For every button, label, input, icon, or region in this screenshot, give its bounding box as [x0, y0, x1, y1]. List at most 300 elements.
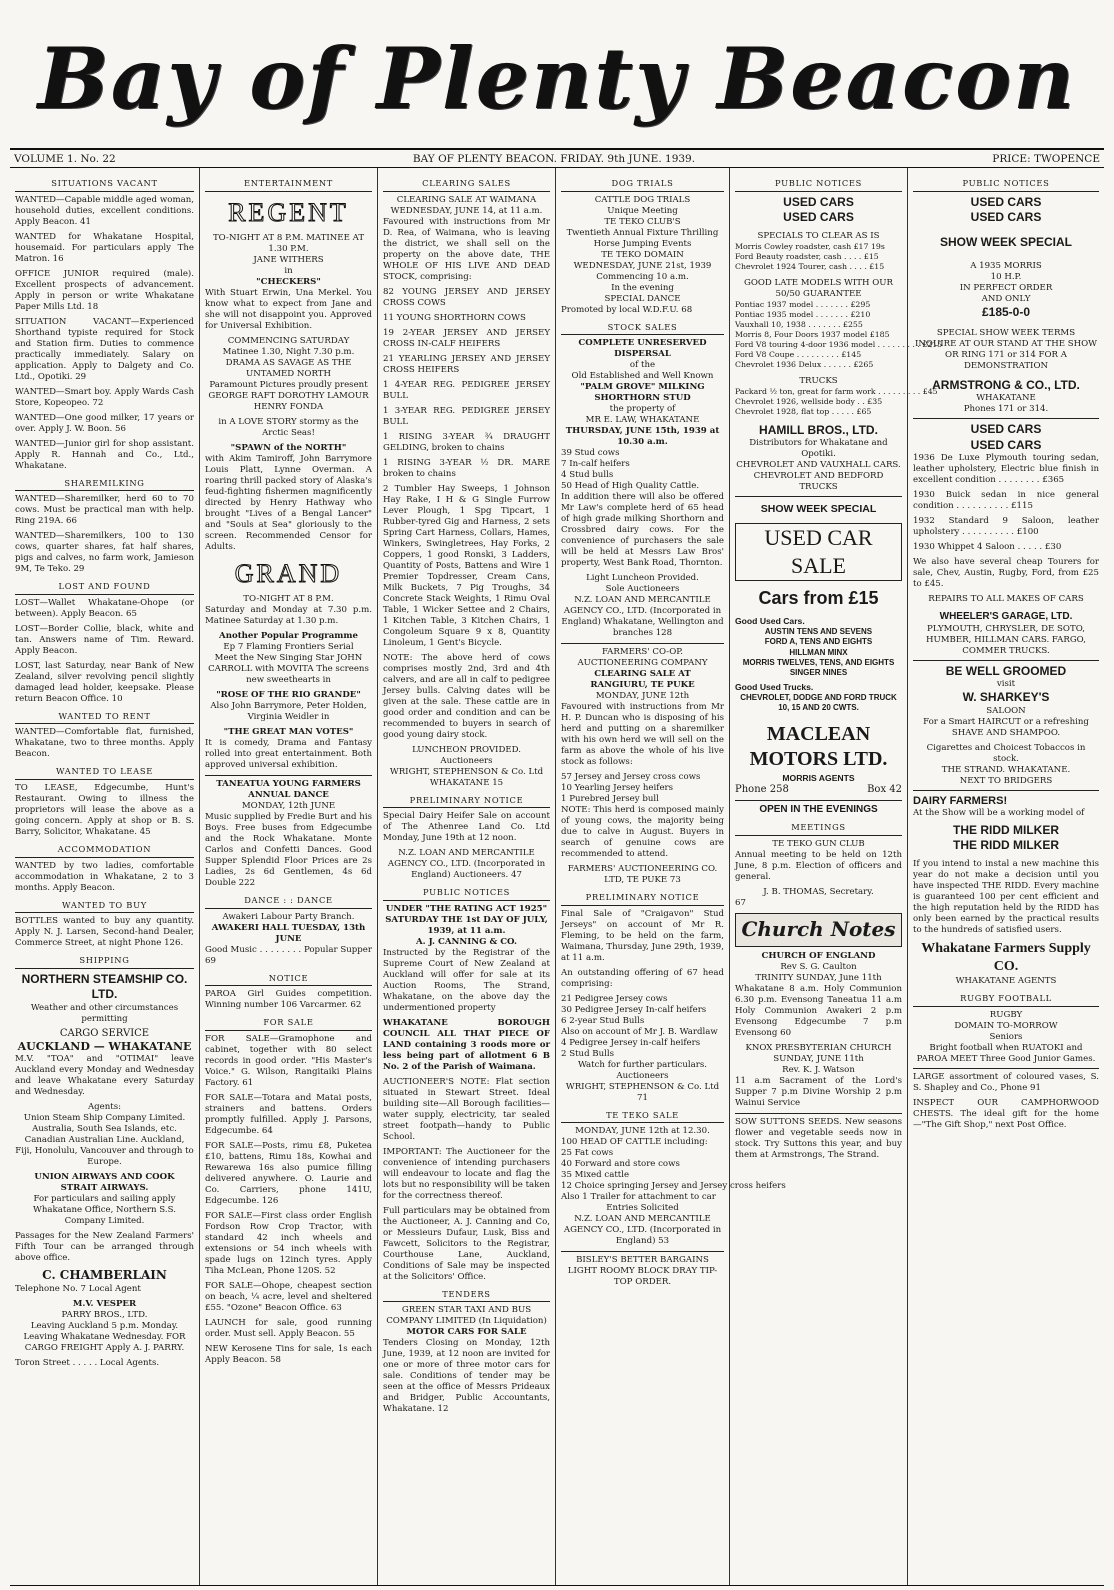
stock-item: 82 YOUNG JERSEY AND JERSEY CROSS COWS: [383, 286, 550, 308]
gun-club-text: Annual meeting to be held on 12th June, 8 p.m. Election of officers and general.: [735, 850, 902, 883]
grand-text-2: It is comedy, Drama and Fantasy rolled into great entertainment. Both approved universal exhibition.: [205, 738, 372, 771]
maclean-motors: MACLEAN MOTORS LTD.: [749, 722, 888, 771]
farm-text: Favoured with instructions from Mr H. P. Duncan who is disposing of his herd and putting on a sharemilker with his own herd we will sell on the farm as above the whole of his live stock as follows:: [561, 702, 724, 768]
heading-situations-vacant: SITUATIONS VACANT: [15, 176, 194, 192]
stock-item: 11 YOUNG SHORTHORN COWS: [383, 312, 526, 323]
farmers-supply: Whakatane Farmers Supply CO.: [921, 941, 1091, 975]
next-to-bridgers: NEXT TO BRIDGERS: [959, 775, 1053, 786]
column-6: [908, 168, 1104, 1585]
stock-list: [383, 287, 550, 480]
farm-item: 1 Purebred Jersey bull: [561, 794, 659, 805]
prelim-item: 4 Pedigree Jersey in-calf heifers: [561, 1037, 701, 1048]
regent-logo: REGENT: [228, 197, 349, 227]
good-used-cars: Good Used Cars.: [735, 616, 805, 627]
teteko-date: MONDAY, JUNE 12th at 12.30.: [575, 1126, 710, 1137]
car-price: Chevrolet 1924 Tourer, cash . . . . £15: [735, 262, 885, 272]
classified-ad: LOST—Wallet Whakatane-Ohope (or between). Apply Beacon. 65: [15, 597, 194, 619]
prelim-item: 21 Pedigree Jersey cows: [561, 993, 668, 1004]
grand-logo: GRAND: [234, 558, 343, 588]
suttons-seeds: SOW SUTTONS SEEDS. New seasons flower and vegetable seeds now in stock. Try Suttons this year, and buy them at Armstrongs, The Strand.: [735, 1116, 902, 1160]
evening: In the evening: [611, 282, 674, 293]
truck-price: Packard ½ ton, great for farm work . . . . . . . . . £45: [735, 387, 938, 397]
prelim-item: Also on account of Mr J. B. Wardlaw: [561, 1026, 718, 1037]
classified-ad: WANTED—Sharemilkers, 100 to 130 cows, quarter shares, fat half shares, pigs and calves, no farm work, Jamieson 9M, Te Teko. 29: [15, 531, 194, 575]
dance-text: Awakeri Labour Party Branch.: [222, 911, 355, 922]
hamill-bros: HAMILL BROS., LTD.: [759, 422, 878, 437]
divider: [561, 1251, 724, 1252]
divider: [735, 1113, 902, 1114]
farm-item: 10 Yearling Jersey heifers: [561, 783, 674, 794]
regent-paramount: Paramount Pictures proudly present GEORGE RAFT DOROTHY LAMOUR HENRY FONDA: [208, 379, 369, 412]
farmers-coop: FARMERS' CO-OP. AUCTIONEERING COMPANY: [577, 647, 708, 669]
heading-sharemilking: SHAREMILKING: [15, 476, 194, 492]
teteko-item: 25 Fat cows: [561, 1148, 614, 1159]
show-week-special: SHOW WEEK SPECIAL: [939, 235, 1072, 250]
domain-tomorrow: DOMAIN TO-MORROW: [954, 1020, 1058, 1031]
cigarettes: Cigarettes and Choicest Tobaccos in stock.: [926, 742, 1086, 764]
column-5: [730, 168, 943, 1585]
sale-ad: FOR SALE—First class order English Fordson Row Crop Tractor, with standard 42 inch wheels and extensions or 54 inch wheels with spade lugs on 12inch tyres. Apply Tiha McLean, Phone 120S. 52: [205, 1210, 372, 1276]
divider: [735, 496, 902, 497]
prelim-text: Final Sale of "Craigavon" Stud Jerseys" on account of Mr R. Fleming, to be held on the farm, Waimana, Thursday, June 29th, 1939, at 11 a.m.: [561, 908, 724, 963]
services: Whakatane 8 a.m. Holy Communion 6.30 p.m. Evensong Taneatua 11 a.m Holy Communion Awakeri 2 p.m Evensong Edgecumbe 7 p.m Evensong 60: [735, 983, 902, 1038]
hamill-text: Distributors for Whakatane and Opotiki.: [749, 438, 888, 460]
car-price: Ford V8 touring 4-door 1936 model . . . . . . . . . £215: [735, 340, 943, 350]
chevrolet-cars: CHEVROLET AND VAUXHALL CARS.: [736, 460, 901, 471]
column-1: [10, 168, 200, 1585]
heading-shipping: SHIPPING: [15, 953, 194, 969]
late-models: GOOD LATE MODELS WITH OUR 50/50 GUARANTEE: [743, 278, 894, 300]
regent-storm: in A LOVE STORY stormy as the Arctic Seas!: [218, 416, 359, 438]
vesper-text: Leaving Auckland 5 p.m. Monday. Leaving Whakatane Wednesday. FOR CARGO FREIGHT Apply A. J. PARRY.: [23, 1320, 186, 1353]
waimana-text: Favoured with instructions from Mr D. Rea, of Waimana, who is leaving the district, we shall sell on the property on the above date, THE WHOLE OF HIS LIVE AND DEAD STOCK, comprising:: [383, 216, 550, 282]
farm-auctioneers: FARMERS' AUCTIONEERING CO. LTD, TE PUKE 73: [567, 864, 718, 886]
nz-loan-2: N.Z. LOAN AND MERCANTILE AGENCY CO., LTD. (Incorporated in England) 53: [563, 1214, 722, 1247]
steamship-company: NORTHERN STEAMSHIP CO. LTD.: [21, 971, 188, 1002]
dateline-bar: [10, 148, 1104, 168]
classified-ad: LOST—Border Collie, black, white and tan. Answers name of Tim. Reward. Apply Beacon.: [15, 623, 194, 656]
be-well-groomed: BE WELL GROOMED: [945, 663, 1067, 678]
the-strand: THE STRAND. WHAKATANE.: [941, 764, 1071, 775]
divider: [913, 660, 1099, 661]
borough: WHAKATANE BOROUGH COUNCIL ALL THAT PIECE OF LAND containing 3 roods more or less being part of allotment 6 B No. 2 of the Parish of Waimana.: [383, 1017, 550, 1072]
watson: Rev. K. J. Watson: [782, 1064, 855, 1075]
teteko-item: Also 1 Trailer for attachment to car: [561, 1192, 716, 1203]
classified-ad: LOST, last Saturday, near Bank of New Zealand, silver revolving pencil slightly damaged lead holder, keepsake. Please return Beacon Office. 10: [15, 660, 194, 704]
plymouth: 1936 De Luxe Plymouth touring sedan, leather upholstery, Electric blue finish in excellent condition . . . . . . . . £365: [913, 453, 1099, 486]
clearing-sale-at: CLEARING SALE AT: [594, 669, 691, 680]
show-week-special: SHOW WEEK SPECIAL: [760, 503, 877, 516]
box: Box 42: [867, 783, 902, 795]
dairy-farmers: DAIRY FARMERS!: [913, 794, 1008, 807]
wheeler-text: PLYMOUTH, CHRYSLER, DE SOTO, HUMBER, HILLMAN CARS. FARGO, COMMER TRUCKS.: [926, 623, 1086, 656]
divider: [913, 418, 1099, 419]
tender-text: Tenders Closing on Monday, 12th June, 1939, at 12 noon are invited for one or more of three motor cars for sale. Conditions of tender may be seen at the office of Messrs Prideaux and Bridger, Public Accountants, Whakatane. 12: [383, 1338, 550, 1415]
bright-football: Bright football when RUATOKI and PAROA MEET Three Good Junior Games.: [916, 1042, 1096, 1064]
domain: TE TEKO DOMAIN: [601, 249, 684, 260]
airways-text: For particulars and sailing apply Whakatane Office, Northern S.S. Company Limited.: [33, 1194, 176, 1227]
ridd-text: If you intend to instal a new machine this year do not make a decision until you have inspected THE RIDD. Every machine is guaranteed 100 per cent efficient and the high reputation held by the RIDD has only been earned by the practical results to the hundreds of satisfied users.: [913, 859, 1099, 936]
rugby: RUGBY: [989, 1009, 1023, 1020]
shipping-note: Weather and other circumstances permitting: [30, 1002, 179, 1024]
divider: [205, 775, 372, 776]
knox-church: KNOX PRESBYTERIAN CHURCH: [745, 1042, 892, 1053]
luncheon: LUNCHEON PROVIDED.: [412, 744, 521, 755]
preliminary-text: Special Dairy Heifer Sale on account of The Athenree Land Co. Ltd Monday, June 19th at 12 noon.: [383, 811, 550, 844]
open-evenings: OPEN IN THE EVENINGS: [759, 803, 878, 815]
classified-ad: WANTED—Smart boy. Apply Wards Cash Store, Kopeopeo. 72: [15, 386, 194, 408]
agent-phone: Telephone No. 7 Local Agent: [15, 1283, 141, 1294]
classified-ad: WANTED—Sharemilker, herd 60 to 70 cows. Must be practical man with help. Ring 219A. 66: [15, 494, 194, 527]
bisley-text: LIGHT ROOMY BLOCK DRAY TIP-TOP ORDER.: [567, 1266, 718, 1288]
note: NOTE: The above herd of cows comprises mostly 2nd, 3rd and 4th calvers, and are all in calf to pedigree Jersey bulls. Calving dates will be given at the sale. These cattle are in good order and condition and can be recommended to buyers in search of good young dairy stock.: [383, 652, 550, 740]
nz-loan: N.Z. LOAN AND MERCANTILE AGENCY CO., LTD. (Incorporated in England) Whakatane, Wellington and branches 128: [561, 595, 724, 639]
heading-entertainment: ENTERTAINMENT: [205, 176, 372, 192]
grand-programme: Another Popular Programme: [219, 631, 358, 642]
vesper-company: PARRY BROS., LTD.: [61, 1309, 148, 1320]
standard: 1932 Standard 9 Saloon, leather upholstery . . . . . . . . . . £100: [913, 516, 1099, 538]
herd-item: 39 Stud cows: [561, 448, 620, 459]
mr-law: MR E. LAW, WHAKATANE: [585, 415, 700, 426]
morris-1935: A 1935 MORRIS: [970, 260, 1042, 271]
trucks-heading: TRUCKS: [799, 376, 838, 387]
classified-ad: SITUATION VACANT—Experienced Shorthand typiste required for Stock and Station firm. Duties to commence practically immediately. Salary on application. Apply to Dalgety and Co. Ltd., Opotiki. 29: [15, 316, 194, 382]
heading-public-notices: PUBLIC NOTICES: [735, 176, 902, 192]
late-models-list: [735, 300, 943, 370]
regent-drama: DRAMA AS SAVAGE AS THE UNTAMED NORTH: [225, 357, 352, 379]
implements: 2 Tumbler Hay Sweeps, 1 Johnson Hay Rake, I H & G Single Furrow Lever Plough, 1 Spg Tipcart, 1 Rubber-tyred Gig and Harness, 2 sets Spring Cart Harness, Collars, Hames, Winkers, Swingletrees, Hay Forks, 2 Coppers, 1 good Ronski, 3 Ladders, Quantity of Posts, Battens and Wire 1 Premier Topdresser, Cream Cans, Milk Buckets, 7 Pig Troughs, 34 Concrete Stack Weights, 1 Rimu Oval Table, 1 Wicker Settee and 2 Chairs, 1 Kitchen Table, 3 Kitchen Chairs, 1 Congoleum Square 9 x 8, Quantity Linoleum, 1 Gent's Bicycle.: [383, 483, 550, 648]
te-teko-club: TE TEKO CLUB'S: [604, 216, 681, 227]
stock-item: 1 RISING 3-YEAR ¾ DRAUGHT GELDING, broken to chains: [383, 431, 550, 453]
herd-item: 50 Head of High Quality Cattle.: [561, 481, 700, 492]
regent-in: in: [284, 265, 293, 276]
green-star: GREEN STAR TAXI AND BUS COMPANY LIMITED (In Liquidation): [386, 1305, 547, 1327]
classified-ad: WANTED for Whakatane Hospital, housemaid. For particulars apply The Matron. 16: [15, 231, 194, 264]
car-price: Pontiac 1937 model . . . . . . . £295: [735, 300, 871, 310]
property-of: the property of: [609, 404, 676, 415]
dairy-text: At the Show will be a working model of: [913, 807, 1085, 818]
canning: A. J. CANNING & CO.: [415, 936, 518, 947]
repairs: REPAIRS TO ALL MAKES OF CARS: [928, 594, 1084, 605]
wednesday: WEDNESDAY, JUNE 21st, 1939: [573, 260, 712, 271]
sharkey-text: For a Smart HAIRCUT or a refreshing SHAVE AND SHAMPOO.: [923, 716, 1089, 738]
teteko-item: 40 Forward and store cows: [561, 1159, 680, 1170]
thomas: J. B. THOMAS, Secretary.: [763, 887, 874, 898]
heading-for-sale: FOR SALE: [205, 1015, 372, 1031]
car-make: SINGER NINES: [789, 668, 848, 677]
full-particulars: Full particulars may be obtained from the Auctioneer, A. J. Canning and Co, or Messieurs Dufaur, Lusk, Biss and Fawcett, Solicitors to the Registrar, Courthouse Lane, Auckland, Conditions of Sale may be inspected at the Solicitors' Office.: [383, 1205, 550, 1282]
column-3: [378, 168, 556, 1585]
wright: WRIGHT, STEPHENSON & Co. Ltd 71: [565, 1081, 720, 1103]
agent-name: C. CHAMBERLAIN: [42, 1268, 167, 1283]
farm-note: NOTE: This herd is composed mainly of young cows, the majority being due to calve in August. Buyers in search of genuine cows are recommended to attend.: [561, 805, 724, 860]
sunday: SUNDAY, JUNE 11th: [773, 1053, 864, 1064]
nz-loan: N.Z. LOAN AND MERCANTILE AGENCY CO., LTD. (Incorporated in England) Auctioneers. 47: [387, 848, 546, 881]
classified-ad: OFFICE JUNIOR required (male). Excellent prospects of advancement. Apply in person or write Whakatane Paper Mills Ltd. 18: [15, 268, 194, 312]
complete-dispersal: COMPLETE UNRESERVED DISPERSAL: [578, 338, 707, 360]
prelim-item: 2 Stud Bulls: [561, 1048, 615, 1059]
column-2: [200, 168, 378, 1585]
church-of-england: CHURCH OF ENGLAND: [761, 950, 876, 961]
promoted: Promoted by local W.D.F.U. 68: [561, 304, 693, 315]
agents-text: Union Steam Ship Company Limited. Australia, South Sea Islands, etc. Canadian Australian Line. Auckland, Fiji, Honolulu, Vancouver and through to Europe.: [15, 1113, 194, 1168]
heading-dog-trials: DOG TRIALS: [561, 176, 724, 192]
whakatane: WHAKATANE: [976, 393, 1036, 404]
stock-item: 21 YEARLING JERSEY AND JERSEY CROSS HEIFERS: [383, 353, 550, 375]
classified-ad: WANTED—Capable middle aged woman, household duties, excellent conditions. Apply Beacon. 41: [15, 194, 194, 227]
bisley: BISLEY'S BETTER BARGAINS: [576, 1255, 709, 1266]
car-price: Ford Beauty roadster, cash . . . . £15: [735, 252, 879, 262]
horsepower: 10 H.P.: [990, 271, 1022, 282]
waimana-date: WEDNESDAY, JUNE 14, at 11 a.m.: [390, 205, 543, 216]
sole-auctioneers: Sole Auctioneers: [605, 584, 680, 595]
good-used-trucks: Good Used Trucks.: [735, 682, 814, 693]
rating-act: UNDER "THE RATING ACT 1925" SATURDAY THE 1st DAY OF JULY, 1939, at 11 a.m.: [385, 903, 548, 936]
truck-price: Chevrolet 1926, wellside body . . £35: [735, 396, 883, 406]
price: PRICE: TWOPENCE: [992, 153, 1100, 165]
farm-item: 57 Jersey and Jersey cross cows: [561, 772, 701, 783]
camphorwood: INSPECT OUR CAMPHORWOOD CHESTS. The ideal gift for the home—"The Gift Shop," next Post Office.: [913, 1097, 1099, 1130]
heading-clearing-sales: CLEARING SALES: [383, 176, 550, 192]
contact-row: [735, 784, 902, 797]
specials: SPECIALS TO CLEAR AS IS: [757, 231, 880, 242]
sale-ad: FOR SALE—Ohope, cheapest section on beach, ¼ acre, level and sheltered £55. "Ozone" Beacon Office. 63: [205, 1280, 372, 1313]
whippet: 1930 Whippet 4 Saloon . . . . . £30: [913, 542, 1062, 553]
cattle-dog: CATTLE DOG TRIALS: [594, 194, 691, 205]
auctioneers-name: WRIGHT, STEPHENSON & Co. Ltd WHAKATANE 15: [389, 766, 544, 788]
agents-label: Agents:: [87, 1102, 122, 1113]
special-terms: SPECIAL SHOW WEEK TERMS: [936, 328, 1076, 339]
sale-ad: FOR SALE—Gramophone and cabinet, together with 80 select records in good order. "His Master's Voice." G. Wilson, Rangitaiki Plains Factory. 61: [205, 1033, 372, 1088]
price: £185-0-0: [981, 304, 1031, 319]
specials-list: [735, 242, 902, 272]
heading-rugby-football: RUGBY FOOTBALL: [913, 991, 1099, 1007]
prelim-item: 6 2-year Stud Bulls: [561, 1015, 645, 1026]
ridd-milker: THE RIDD MILKER: [953, 838, 1059, 853]
saloon: SALOON: [986, 705, 1026, 716]
car-price: Ford V8 Coupe . . . . . . . . . £145: [735, 350, 862, 360]
car-price: Morris 8, Four Doors 1937 model £185: [735, 330, 890, 340]
taneatua-dance: TANEATUA YOUNG FARMERS ANNUAL DANCE: [216, 779, 361, 801]
trucks-list: [735, 387, 938, 417]
several: We also have several cheap Tourers for sale, Chev, Austin, Rugby, Ford, from £25 to £45.: [913, 557, 1099, 590]
heading-preliminary-notice: PRELIMINARY NOTICE: [383, 793, 550, 809]
auctioneer-note: AUCTIONEER'S NOTE: Flat section situated in Stewart Street. Ideal building site—All Borough facilities—water supply, electricity, tar sealed street footpath—handy to Public School.: [383, 1076, 550, 1142]
used-cars-heading: USED CARS: [970, 422, 1042, 437]
phones: Phones 171 or 314.: [963, 404, 1049, 415]
heading-accommodation: ACCOMMODATION: [15, 842, 194, 858]
car-make: MORRIS TWELVES, TENS, AND EIGHTS: [742, 657, 895, 667]
heading-wanted-to-rent: WANTED TO RENT: [15, 709, 194, 725]
sale-ad: NEW Kerosene Tins for sale, 1s each Apply Beacon. 58: [205, 1343, 372, 1365]
taneatua-text: Music supplied by Fredie Burt and his Boys. Free buses from Edgecumbe and the Rock Whakatane. Monte Carlos and Confetti Dances. Good Supper Splendid Floor Prices are 2s Ladies, 2s 6d Gentlemen, 4s 6d Double 222: [205, 812, 372, 889]
special-dance: SPECIAL DANCE: [604, 293, 681, 304]
dateline: BAY OF PLENTY BEACON. FRIDAY. 9th JUNE. 1939.: [412, 153, 696, 165]
stock-item: 1 RISING 3-YEAR ½ DR. MARE broken to chains: [383, 457, 550, 479]
herd-item: 4 Stud bulls: [561, 470, 614, 481]
airways: UNION AIRWAYS AND COOK STRAIT AIRWAYS.: [34, 1172, 175, 1194]
rating-text: Instructed by the Registrar of the Supreme Court of New Zealand at Auckland will offer for sale at its Auction Rooms, The Strand, Whakatane, on the above day the undermentioned property: [383, 947, 550, 1013]
classified-ad: TO LEASE, Edgecumbe, Hunt's Restaurant. Owing to illness the proprietors will lease the above as a going concern. Apply at shop or B. S. Barry, Solicitor, Whakatane. 45: [15, 783, 194, 838]
tour-text: Passages for the New Zealand Farmers' Fifth Tour can be arranged through above office.: [15, 1231, 194, 1264]
divider: [913, 790, 1099, 791]
classified-ad: WANTED by two ladies, comfortable accommodation in Whakatane, 2 to 3 months. Apply Beacon.: [15, 860, 194, 893]
twentieth: Twentieth Annual Fixture Thrilling Horse Jumping Events: [566, 227, 719, 249]
phone: Phone 258: [735, 783, 789, 795]
volume-number: VOLUME 1. No. 22: [14, 153, 116, 165]
car-make: FORD A, TENS AND EIGHTS: [764, 637, 873, 647]
car-price: Morris Cowley roadster, cash £17 19s: [735, 242, 885, 252]
taneatua-date: MONDAY, 12th JUNE: [241, 801, 336, 812]
bedford-trucks: CHEVROLET AND BEDFORD TRUCKS: [753, 471, 884, 493]
grand-time: TO-NIGHT AT 8 P.M.: [243, 594, 334, 605]
grand-text: Saturday and Monday at 7.30 p.m. Matinee Saturday at 1.30 p.m.: [205, 605, 372, 627]
heading-wanted-to-buy: WANTED TO BUY: [15, 898, 194, 914]
grand-also: Also John Barrymore, Peter Holden, Virginia Weidler in: [210, 701, 367, 723]
commencing: Commencing 10 a.m.: [596, 271, 689, 282]
regent-star: JANE WITHERS: [253, 254, 324, 265]
ad-number: 67: [735, 898, 746, 909]
monday-date: MONDAY, JUNE 12th: [595, 691, 690, 702]
rangiuru: RANGIURU, TE PUKE: [590, 680, 695, 691]
heading-meetings: MEETINGS: [735, 820, 902, 836]
grand-star: Meet the New Singing Star JOHN CARROLL with MOVITA The screens new sweethearts in: [208, 653, 369, 686]
inquire: INQUIRE AT OUR STAND AT THE SHOW OR RING 171 or 314 FOR A DEMONSTRATION: [915, 339, 1097, 372]
sale-ad: FOR SALE—Posts, rimu £8, Puketea £10, battens, Rimu 18s, Kowhai and Rewarewa 16s also pumice filling delivered anywhere. O. Laurie and Co. Carriers, phone 141U, Edgecumbe. 126: [205, 1140, 372, 1206]
sale-ad: FOR SALE—Totara and Matai posts, strainers and battens. Orders promptly fulfilled. Apply J. Parsons, Edgecumbe. 64: [205, 1092, 372, 1136]
herd-text: In addition there will also be offered Mr Law's complete herd of 65 head of high grade milking Shorthorn and Crossbred dairy cows. For the convenience of purchasers the sale will be held at Messrs Law Bros' property, West Bank Road, Thornton.: [561, 492, 724, 569]
grand-film-2: "THE GREAT MAN VOTES": [223, 727, 354, 738]
situations-list: [15, 195, 194, 472]
used-car-sale: USED CAR SALE: [735, 523, 902, 581]
regent-film-2: "SPAWN of the NORTH": [230, 442, 347, 453]
unique: Unique Meeting: [607, 205, 678, 216]
vesper-end: Toron Street . . . . . Local Agents.: [15, 1357, 160, 1368]
cars-list: [735, 627, 902, 678]
used-cars-heading: USED CARS: [783, 194, 854, 209]
stock-item: 1 4-YEAR REG. PEDIGREE JERSEY BULL: [383, 379, 550, 401]
used-cars-heading: USED CARS: [783, 209, 854, 224]
used-cars-heading: USED CARS: [970, 437, 1042, 452]
teteko-list: [561, 1137, 786, 1203]
important: IMPORTANT: The Auctioneer for the convenience of intending purchasers will endeavour to locate and flag the lots but no responsibility will be taken for the correctness thereof.: [383, 1146, 550, 1201]
notice-text: PAROA Girl Guides competition. Winning number 106 Varcarmer. 62: [205, 989, 372, 1011]
heading-te-teko-sale: TE TEKO SALE: [561, 1108, 724, 1124]
seniors: Seniors: [989, 1031, 1023, 1042]
cars-from: Cars from £15: [758, 588, 879, 609]
heading-preliminary-notice: PRELIMINARY NOTICE: [561, 890, 724, 906]
regent-text: With Stuart Erwin, Una Merkel. You know what to expect from Jane and she will not disappoint you. Approved for Universal Exhibition.: [205, 287, 372, 331]
palm-grove: "PALM GROVE" MILKING SHORTHORN STUD: [580, 382, 705, 404]
classified-ad: WANTED—One good milker, 17 years or over. Apply J. W. Boon. 56: [15, 412, 194, 434]
ridd-milker: THE RIDD MILKER: [953, 822, 1059, 837]
sale-ad: LAUNCH for sale, good running order. Must sell. Apply Beacon. 55: [205, 1317, 372, 1339]
cargo-service: CARGO SERVICE: [59, 1027, 150, 1039]
stock-item: 1 3-YEAR REG. PEDIGREE JERSEY BULL: [383, 405, 550, 427]
teteko-item: 35 Mixed cattle: [561, 1170, 630, 1181]
buick: 1930 Buick sedan in nice general condition . . . . . . . . . . £115: [913, 490, 1099, 512]
armstrong: ARMSTRONG & CO., LTD.: [932, 378, 1080, 393]
columns: [10, 168, 1104, 1586]
shipping-schedule: M.V. "TOA" and "OTIMAI" leave Auckland every Monday and Wednesday and leave Whakatane every Saturday and Wednesday.: [15, 1054, 194, 1098]
herd-list: [561, 448, 724, 492]
wheelers-garage: WHEELER'S GARAGE, LTD.: [939, 611, 1073, 623]
heading-public-notices: PUBLIC NOTICES: [913, 176, 1099, 192]
grand-film: "ROSE OF THE RIO GRANDE": [216, 690, 361, 701]
divider: [913, 1068, 1099, 1069]
used-cars-heading: USED CARS: [970, 209, 1042, 224]
trucks-text: CHEVROLET, DODGE AND FORD TRUCK 10, 15 AND 20 CWTS.: [740, 693, 897, 713]
church-notes-banner: Church Notes: [735, 913, 902, 947]
truck-price: Chevrolet 1928, flat top . . . . . £65: [735, 406, 872, 416]
car-price: Vauxhall 10, 1938 . . . . . . . £255: [735, 320, 863, 330]
waimana-title: CLEARING SALE AT WAIMANA: [396, 194, 537, 205]
heading-tenders: TENDERS: [383, 1287, 550, 1303]
prelim-item: 30 Pedigree Jersey In-calf heifers: [561, 1004, 707, 1015]
prelim-list: [561, 994, 724, 1060]
car-price: Chevrolet 1936 Delux . . . . . . £265: [735, 360, 874, 370]
classified-ad: WANTED—Comfortable flat, furnished, Whakatane, two to three months. Apply Beacon.: [15, 727, 194, 760]
used-cars-heading: USED CARS: [970, 194, 1042, 209]
caulton: Rev S. G. Caulton: [780, 961, 857, 972]
dance-hall: AWAKERI HALL TUESDAY, 13th JUNE: [211, 922, 366, 944]
morris-agents: MORRIS AGENTS: [782, 772, 855, 783]
regent-time: TO-NIGHT AT 8 P.M. MATINEE AT 1.30 P.M.: [212, 232, 365, 254]
regent-matinee: Matinee 1.30, Night 7.30 p.m.: [222, 346, 355, 357]
divider: [735, 800, 902, 801]
knox-text: 11 a.m Sacrament of the Lord's Supper 7 p.m Divine Worship 2 p.m Wainui Service: [735, 1075, 902, 1108]
perfect-order: IN PERFECT ORDER: [959, 282, 1053, 293]
teteko-item: 12 Choice springing Jersey and Jersey cross heifers: [561, 1181, 786, 1192]
motor-cars: MOTOR CARS FOR SALE: [406, 1327, 527, 1338]
thursday: THURSDAY, JUNE 15th, 1939 at 10.30 a.m.: [565, 426, 720, 448]
heading-stock-sales: STOCK SALES: [561, 320, 724, 336]
masthead-title: Bay of Plenty Beacon: [37, 28, 1077, 128]
car-make: AUSTIN TENS AND SEVENS: [764, 627, 873, 637]
teteko-item: 100 HEAD OF CATTLE including:: [561, 1137, 708, 1148]
sharkeys: W. SHARKEY'S: [962, 690, 1050, 705]
visit: visit: [996, 679, 1016, 690]
gun-club: TE TEKO GUN CLUB: [772, 839, 865, 850]
and-only: AND ONLY: [981, 293, 1031, 304]
farm-list: [561, 772, 724, 805]
large-assortment: LARGE assortment of coloured vases, S. S. Shapley and Co., Phone 91: [913, 1071, 1099, 1093]
heading-wanted-to-lease: WANTED TO LEASE: [15, 764, 194, 780]
car-make: HILLMAN MINX: [789, 647, 848, 657]
whakatane-agents: WHAKATANE AGENTS: [955, 976, 1057, 987]
stock-item: 19 2-YEAR JERSEY AND JERSEY CROSS IN-CALF HEIFERS: [383, 327, 550, 349]
prelim-text-2: An outstanding offering of 67 head comprising:: [561, 967, 724, 989]
heading-notice: NOTICE: [205, 971, 372, 987]
grand-serial: Ep 7 Flaming Frontiers Serial: [223, 642, 354, 653]
classified-ad: WANTED—Junior girl for shop assistant. Apply R. Hannah and Co., Ltd., Whakatane.: [15, 438, 194, 471]
trinity-sunday: TRINITY SUNDAY, June 11th: [755, 972, 882, 983]
heading-dance: DANCE : : DANCE: [205, 893, 372, 909]
light-luncheon: Light Luncheon Provided.: [586, 573, 699, 584]
car-price: Pontiac 1935 model . . . . . . . £210: [735, 310, 871, 320]
dance-music: Good Music . . . . . . . . Popular Supper 69: [205, 944, 372, 966]
regent-text-2: with Akim Tamiroff, John Barrymore Louis Platt, Lynne Overman. A roaring thrill packed story of Alaska's feud-fighting fishermen magnificently directed by Henry Hathway who brought "Lives of a Bengal Lancer" and "Souls at Sea" gloriously to the screen. Recommended Censor for Adults.: [205, 453, 372, 552]
heading-public-notices: PUBLIC NOTICES: [383, 885, 550, 901]
vesper-title: M.V. VESPER: [72, 1298, 137, 1309]
herd-item: 7 In-calf heifers: [561, 459, 630, 470]
auctioneers-label: Auctioneers: [440, 755, 493, 766]
entries: Entries Solicited: [606, 1203, 679, 1214]
old-established: Old Established and Well Known: [571, 371, 714, 382]
auctioneers-label: Auctioneers: [616, 1070, 669, 1081]
regent-film: "CHECKERS": [256, 276, 321, 287]
classified-ad: BOTTLES wanted to buy any quantity. Apply N. J. Larsen, Second-hand Dealer, Commerce Street, at night Phone 126.: [15, 916, 194, 949]
